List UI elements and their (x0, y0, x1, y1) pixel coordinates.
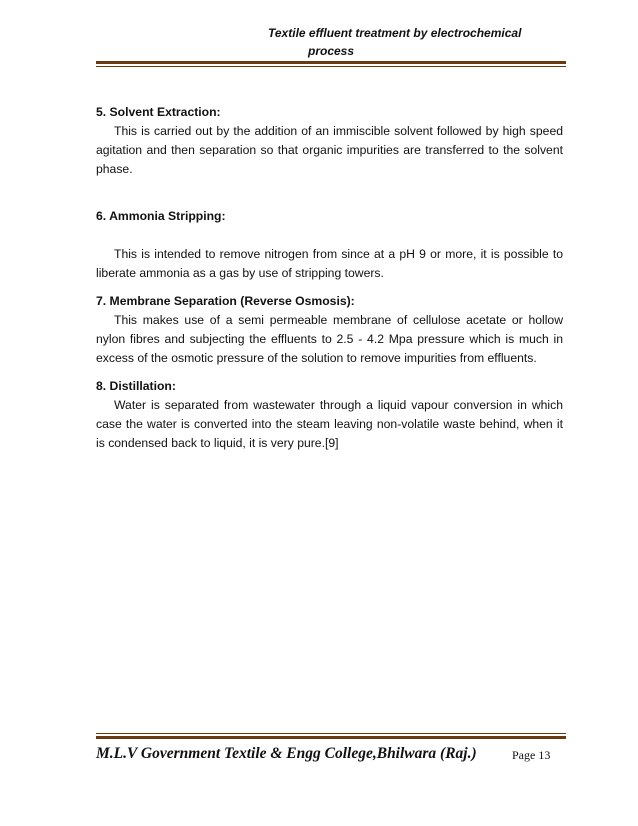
header-rule-thin (96, 66, 566, 67)
footer-rule-thick (96, 736, 566, 739)
section-paragraph: This is carried out by the addition of an immiscible solvent followed by high speed agitation and then separation so that organic impurities are transferred to the solvent phase. (96, 124, 563, 176)
running-header (268, 24, 568, 60)
page-number: Page 13 (512, 748, 551, 762)
header-rule-thick (96, 61, 566, 64)
section-solvent-extraction (96, 103, 563, 179)
header-title-line-1: Textile effluent treatment by electrochemical (268, 26, 522, 40)
footer-rule-thin (96, 733, 566, 734)
section-heading: 7. Membrane Separation (Reverse Osmosis): (96, 294, 355, 308)
section-heading: 6. Ammonia Stripping: (96, 209, 226, 223)
section-paragraph: This makes use of a semi permeable membrane of cellulose acetate or hollow nylon fibres and subjecting the effluents to 2.5 - 4.2 Mpa pressure which is much in excess of the osmotic pressure of the solution to remove impurities from effluents. (96, 313, 563, 365)
section-heading: 8. Distillation: (96, 379, 176, 393)
section-distillation (96, 377, 563, 453)
section-ammonia-stripping (96, 207, 563, 283)
body-content (96, 103, 563, 453)
section-membrane-separation (96, 292, 563, 368)
header-title-line-2: process (308, 44, 355, 58)
section-paragraph: This is intended to remove nitrogen from since at a pH 9 or more, it is possible to liberate ammonia as a gas by use of stripping towers. (96, 247, 563, 280)
section-heading: 5. Solvent Extraction: (96, 105, 221, 119)
footer-institution: M.L.V Government Textile & Engg College,Bhilwara (Raj.) (96, 745, 477, 762)
section-paragraph: Water is separated from wastewater through a liquid vapour conversion in which case the water is converted into the steam leaving non-volatile waste behind, when it is condensed back to liquid, it is very pure.[9] (96, 398, 563, 450)
